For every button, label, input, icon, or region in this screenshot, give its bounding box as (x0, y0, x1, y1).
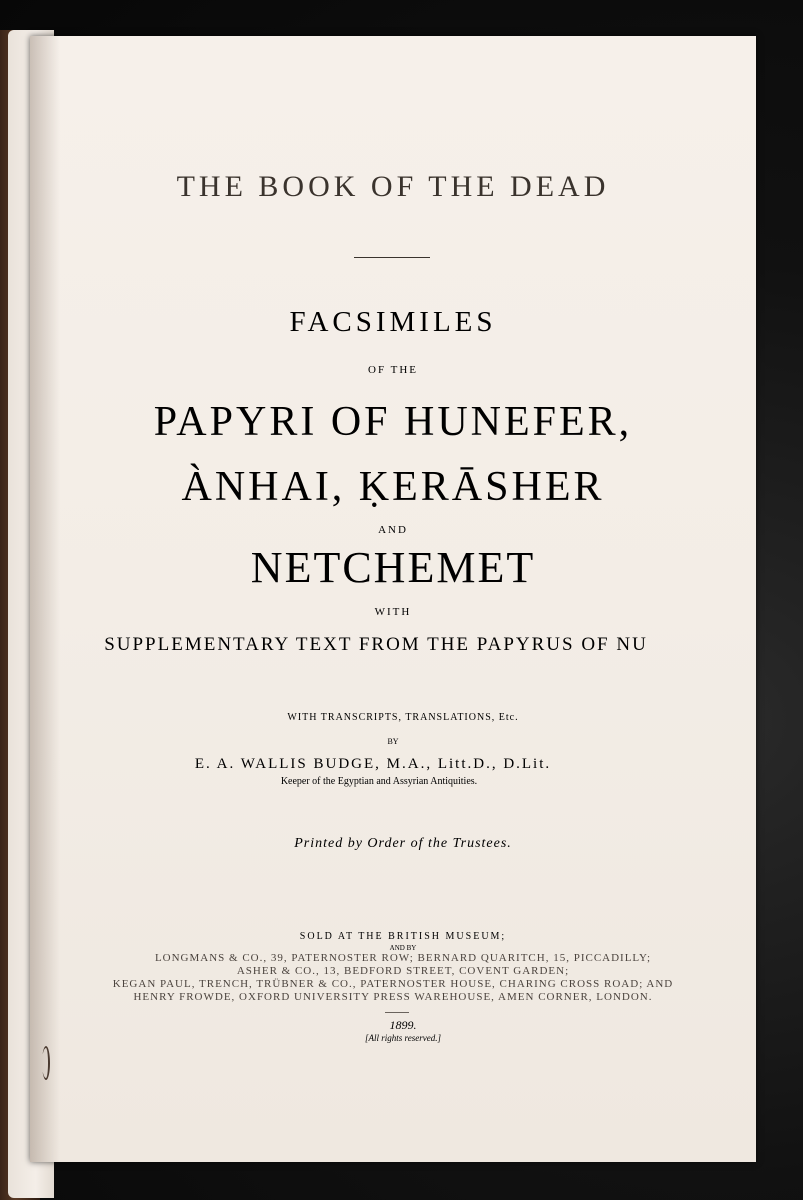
by-text: BY (387, 737, 399, 746)
author-name: E. A. WALLIS BUDGE, M.A., Litt.D., D.Lit. (194, 756, 552, 772)
title-rule (354, 257, 430, 258)
binding-thread (42, 1046, 50, 1080)
with-text: WITH (374, 606, 412, 618)
and-by-text: AND BY (389, 944, 417, 952)
papyri-line-2: ÀNHAI, ḲERĀSHER (181, 464, 605, 510)
imprint-rule (385, 1012, 409, 1013)
publication-year: 1899. (389, 1018, 417, 1032)
publisher-line: KEGAN PAUL, TRENCH, TRÜBNER & CO., PATERNOSTER HOUSE, CHARING CROSS ROAD; AND (112, 978, 674, 990)
publisher-line: LONGMANS & CO., 39, PATERNOSTER ROW; BERNARD QUARITCH, 15, PICCADILLY; (154, 952, 652, 964)
transcripts-text: WITH TRANSCRIPTS, TRANSLATIONS, Etc. (287, 712, 519, 723)
rights-notice: [All rights reserved.] (365, 1033, 441, 1043)
sold-at-text: SOLD AT THE BRITISH MUSEUM; (299, 931, 507, 942)
supplementary-text: SUPPLEMENTARY TEXT FROM THE PAPYRUS OF NU (104, 634, 648, 655)
and-text: AND (378, 524, 408, 536)
book-title: THE BOOK OF THE DEAD (176, 170, 610, 203)
publisher-line: HENRY FROWDE, OXFORD UNIVERSITY PRESS WAREHOUSE, AMEN CORNER, LONDON. (133, 991, 653, 1003)
papyri-line-1: PAPYRI OF HUNEFER, (153, 399, 633, 445)
of-the-text: OF THE (368, 364, 418, 376)
printed-by-text: Printed by Order of the Trustees. (294, 836, 512, 851)
author-position: Keeper of the Egyptian and Assyrian Antiquities. (280, 776, 478, 787)
facsimiles-heading: FACSIMILES (289, 306, 497, 338)
netchemet-heading: NETCHEMET (250, 543, 536, 592)
publisher-line: ASHER & CO., 13, BEDFORD STREET, COVENT GARDEN; (236, 965, 570, 977)
